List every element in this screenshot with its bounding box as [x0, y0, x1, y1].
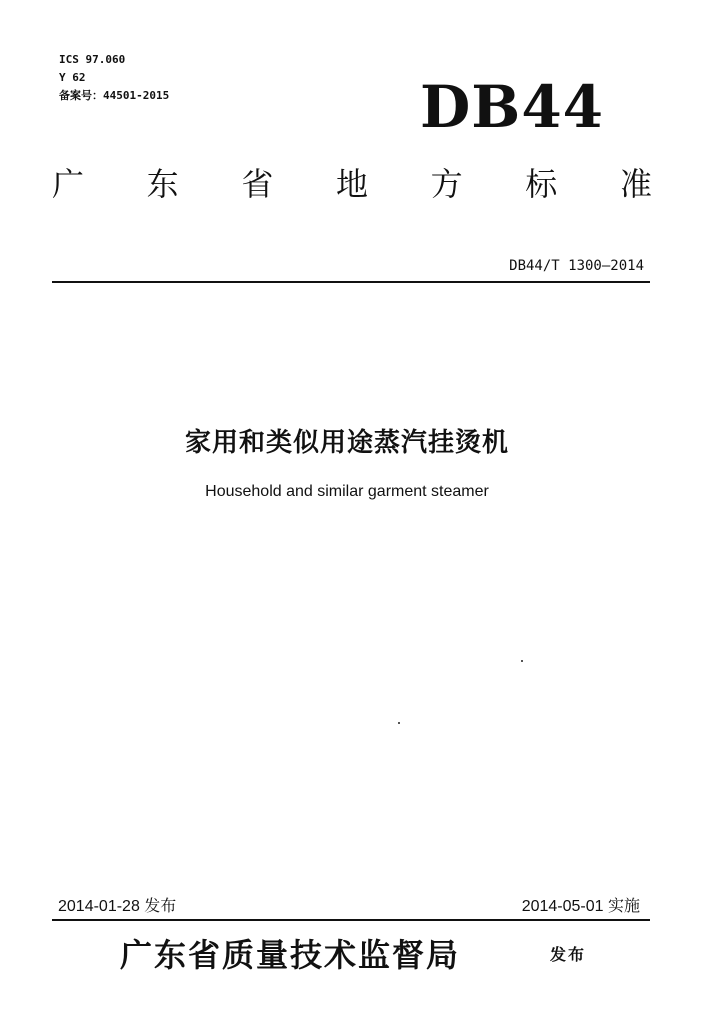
db-logo: DB44 — [420, 73, 605, 141]
standard-type-char: 省 — [241, 165, 274, 203]
standard-type-char: 地 — [335, 165, 368, 203]
publish-date: 2014-01-28 发布 — [58, 898, 177, 915]
bottom-divider — [52, 919, 650, 921]
standard-type-char: 东 — [146, 165, 179, 203]
issuer-name: 广东省质量技术监督局 — [120, 936, 461, 974]
standard-number: DB44/T 1300—2014 — [509, 258, 644, 274]
header-meta — [59, 51, 169, 105]
standard-type-char: 准 — [619, 165, 652, 203]
standard-type-char: 广 — [52, 165, 85, 203]
standard-type — [52, 165, 652, 203]
scan-speck — [521, 660, 523, 662]
issuer-suffix: 发布 — [550, 945, 587, 964]
top-divider — [52, 281, 650, 283]
implement-date: 2014-05-01 实施 — [521, 898, 640, 915]
ccs-code: Y 62 — [59, 71, 86, 84]
standard-type-char: 标 — [525, 165, 558, 203]
title-chinese: 家用和类似用途蒸汽挂烫机 — [184, 428, 509, 458]
standard-type-char: 方 — [430, 165, 463, 203]
title-english: Household and similar garment steamer — [205, 483, 489, 500]
scan-speck — [398, 722, 400, 724]
ics-code: ICS 97.060 — [59, 53, 126, 66]
filing-number: 备案号：44501-2015 — [59, 89, 170, 102]
